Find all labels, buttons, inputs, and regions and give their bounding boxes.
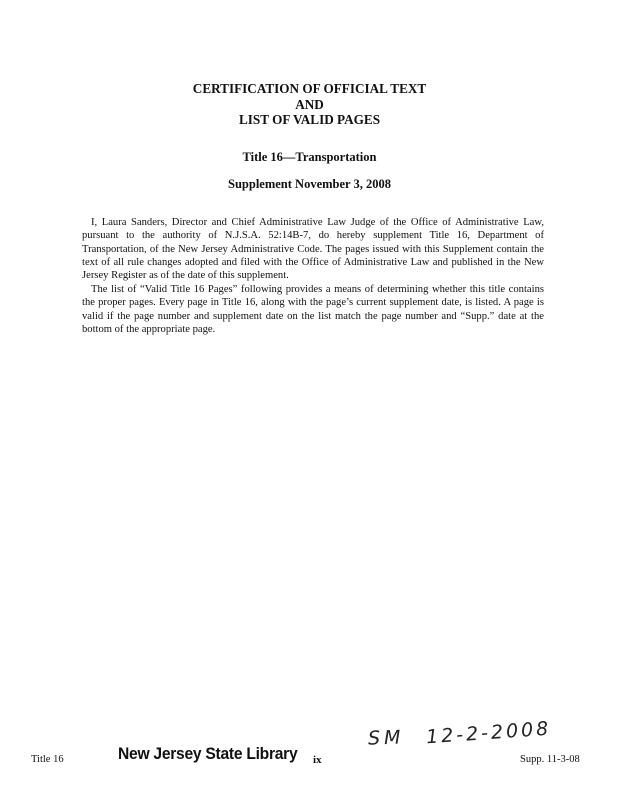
page-number: ix xyxy=(313,754,322,766)
library-stamp: New Jersey State Library xyxy=(118,744,298,763)
heading-line-1: CERTIFICATION OF OFFICIAL TEXT xyxy=(192,81,427,96)
title-heading: Title 16—Transportation xyxy=(242,150,377,164)
certification-heading xyxy=(0,81,619,128)
certification-paragraph: I, Laura Sanders, Director and Chief Administrative Law Judge of the Office of Administrative Law, pursuant to the authority of N.J.S.A. 52:14B-7, do hereby supplement Title 16, Department of Transportation, of the New Jersey Administrative Code. The pages issued with this Supplement contain the text of all rule changes adopted and filed with the Office of Administrative Law and published in the New Jersey Register as of the date of this supplement. xyxy=(82,217,544,282)
heading-line-3: LIST OF VALID PAGES xyxy=(238,112,381,127)
handwritten-date: 12-2-2008 xyxy=(425,717,552,749)
footer-title: Title 16 xyxy=(31,754,64,765)
valid-pages-paragraph: The list of “Valid Title 16 Pages” following provides a means of determining whether this title contains the proper pages. Every page in Title 16, along with the page’s current supplement date, is listed. A page is valid if the page number and supplement date on the list match the page number and “Supp.” date at the bottom of the appropriate page. xyxy=(82,284,544,335)
handwritten-initials: SM xyxy=(367,726,405,750)
footer-supplement-date: Supp. 11-3-08 xyxy=(520,754,580,765)
heading-line-2: AND xyxy=(295,96,324,112)
supplement-heading: Supplement November 3, 2008 xyxy=(228,177,391,191)
